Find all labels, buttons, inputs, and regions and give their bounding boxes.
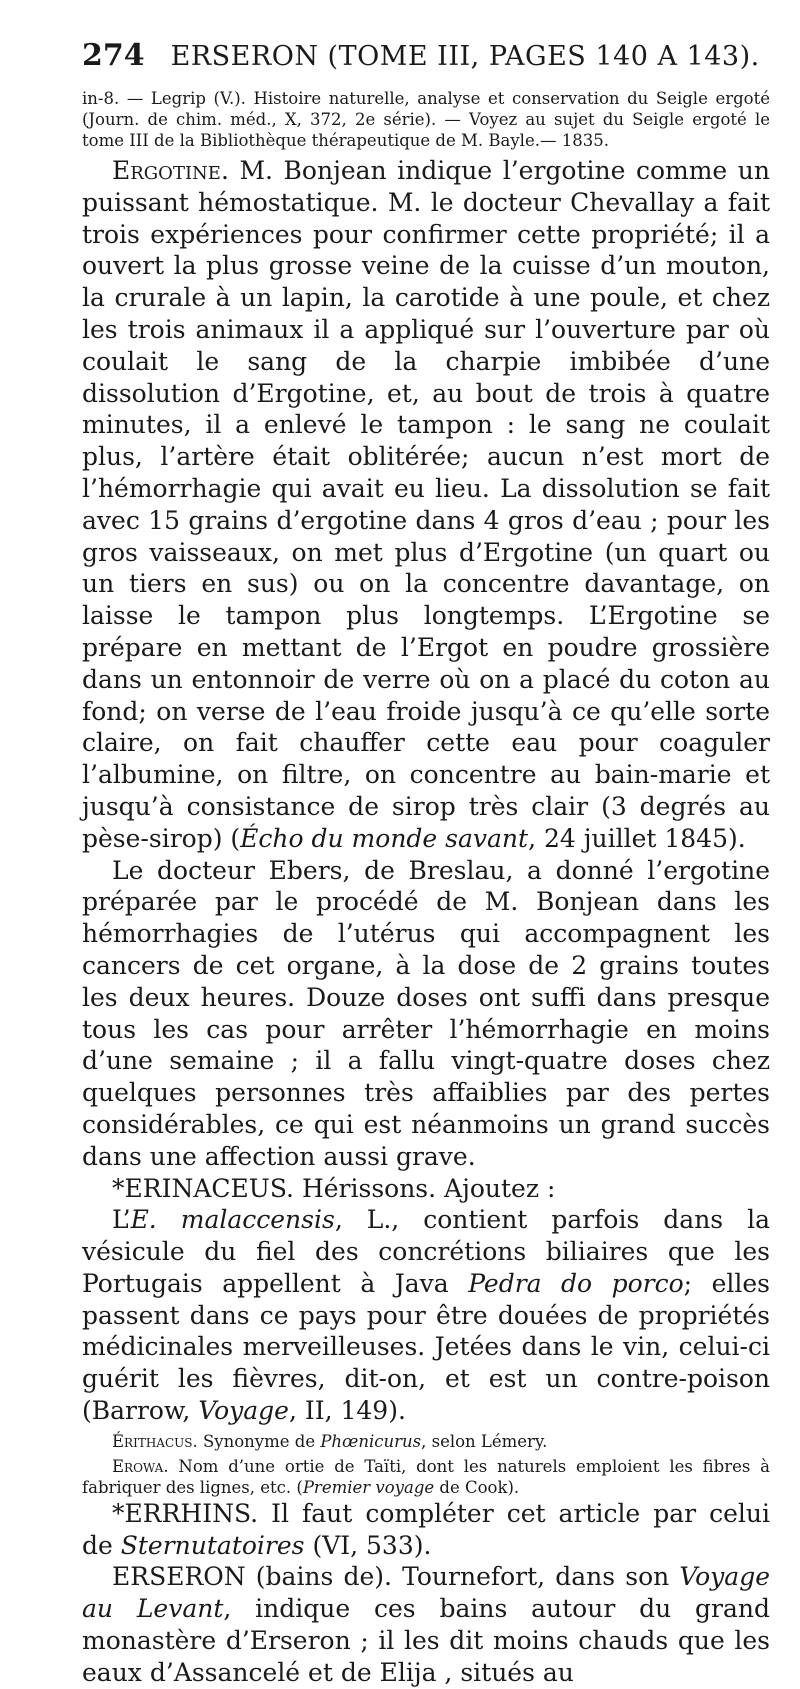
paragraph-ebers: Le docteur Ebers, de Breslau, a donné l’ergotine préparée par le procédé de M. Bonjean dans les hémorrhagies de l’utérus qui accompagnent les cancers de cet organe, à la dose de 2 grains toutes les deux heures. Douze doses ont suffi dans presque tous les cas pour arrêter l’hémorrhagie en moins d’une semaine ; il a fallu vingt-quatre doses chez quelques personnes très affaiblies par des pertes considérables, ce qui est néanmoins un grand succès dans une affection aussi grave. bbox=[82, 855, 770, 1171]
entry-erinaceus: *ERINACEUS. Hérissons. Ajoutez : bbox=[112, 1173, 556, 1203]
entry-erithacus: Érithacus. Synonyme de Phœnicurus, selon Lémery. bbox=[112, 1431, 548, 1451]
entry-erseron: ERSERON (bains de). Tournefort, dans son Voyage au Levant, indique ces bains autour du grand monastère d’Erseron ; il les dit moins chauds que les eaux d’Assancelé et de Elija , situés au bbox=[82, 1562, 770, 1687]
entry-errhins: *ERRHINS. Il faut compléter cet article par celui de Sternutatoires (VI, 533). bbox=[82, 1498, 770, 1560]
entry-ergotine: Ergotine. M. Bonjean indique l’ergotine comme un puissant hémostatique. M. le docteur Chevallay a fait trois expériences pour confirmer cette propriété; il a ouvert la plus grosse veine de la cuisse d’un mouton, la crurale à un lapin, la carotide à une poule, et chez les trois animaux il a appliqué sur l’ouverture par où coulait le sang de la charpie imbibée d’une dissolution d’Ergotine, et, au bout de trois à quatre minutes, il a enlevé le tampon : le sang ne coulait plus, l’artère était oblitérée; aucun n’est mort de l’hémorrhagie qui avait eu lieu. La dissolution se fait avec 15 grains d’ergotine dans 4 gros d’eau ; pour les gros vaisseaux, on met plus d’Ergotine (un quart ou un tiers en sus) ou on la concentre davantage, on laisse le tampon plus longtemps. L’Ergotine se prépare en mettant de l’Ergot en poudre grossière dans un entonnoir de verre où on a placé du coton au fond; on verse de l’eau froide jusqu’à ce qu’elle sorte claire, on fait chauffer cette eau pour coaguler l’albumine, on filtre, on concentre au bain-marie et jusqu’à consistance de sirop très clair (3 degrés au pèse-sirop) (Écho du monde savant, 24 juillet 1845). bbox=[82, 156, 770, 853]
running-head: ERSERON (TOME III, PAGES 140 A 143). bbox=[170, 41, 760, 72]
page-number: 274 bbox=[82, 38, 145, 73]
paragraph-malaccensis: L’E. malaccensis, L., contient parfois dans la vésicule du fiel des concrétions biliaires que les Portugais appellent à Java Pedra do porco; elles passent dans ce pays pour être douées de propriétés médicinales merveilleuses. Jetées dans le vin, celui-ci guérit les fièvres, dit-on, et est un contre-poison (Barrow, Voyage, II, 149). bbox=[82, 1205, 771, 1426]
bibliography-continuation: in-8. — Legrip (V.). Histoire naturelle, analyse et conservation du Seigle ergoté (Journ. de chim. méd., X, 372, 2e série). — Voyez au sujet du Seigle ergoté le tome III de la Bibliothèque thérapeutique de M. Bayle.— 1835. bbox=[82, 89, 770, 150]
entry-erowa: Erowa. Nom d’une ortie de Taïti, dont les naturels emploient les fibres à fabriquer des lignes, etc. (Premier voyage de Cook). bbox=[82, 1456, 770, 1497]
page-header bbox=[82, 38, 770, 88]
